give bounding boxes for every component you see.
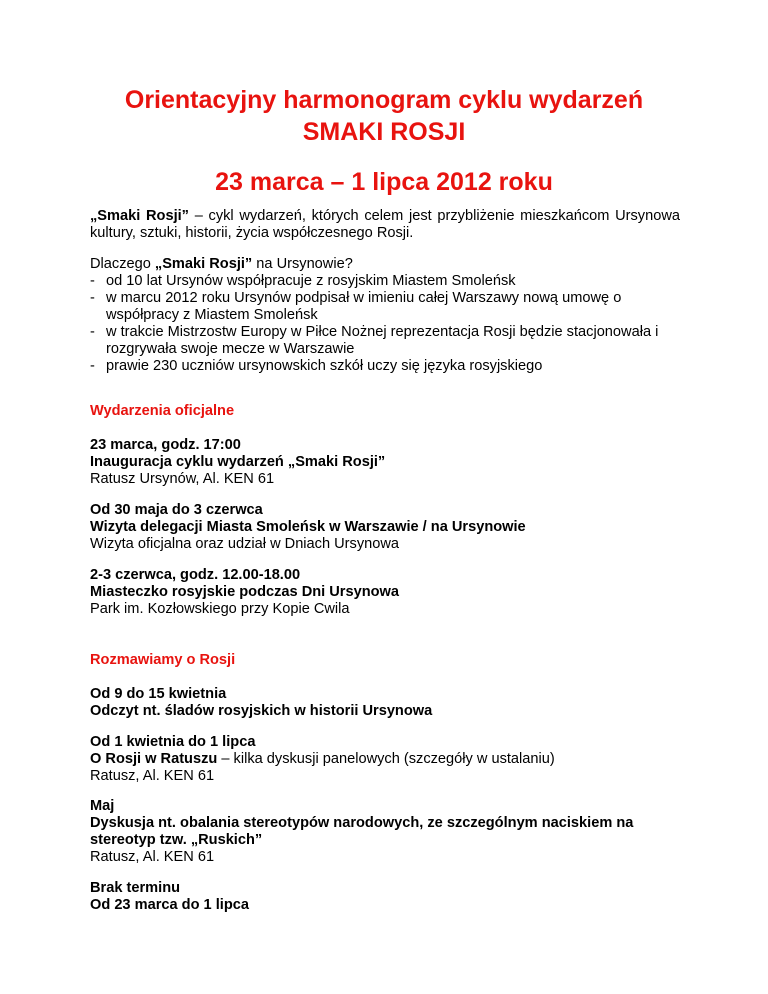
event-place: Park im. Kozłowskiego przy Kopie Cwila xyxy=(90,601,350,617)
event-date: Maj xyxy=(90,798,115,814)
event-title: Miasteczko rosyjskie podczas Dni Ursynowa xyxy=(90,584,400,600)
why-item: - w marcu 2012 roku Ursynów podpisał w imieniu całej Warszawy nową umowę o współpracy z Miastem Smoleńsk xyxy=(90,290,622,323)
intro-text: – cykl wydarzeń, których celem jest przybliżenie mieszkańcom Ursynowa kultury, sztuki, historii, życia współczesnego Rosji. xyxy=(90,208,680,241)
event-date: Od 30 maja do 3 czerwca xyxy=(90,502,263,518)
event-title: Dyskusja nt. obalania stereotypów narodowych, ze szczególnym naciskiem na stereotyp tzw. „Ruskich” xyxy=(90,815,634,848)
event-item xyxy=(90,734,680,785)
event-title: Od 23 marca do 1 lipca xyxy=(90,897,249,913)
event-place: Ratusz Ursynów, Al. KEN 61 xyxy=(90,471,275,487)
intro-bold: „Smaki Rosji” xyxy=(90,208,189,224)
event-title-rest: – kilka dyskusji panelowych (szczegóły w ustalaniu) xyxy=(217,751,555,767)
event-item xyxy=(90,437,680,488)
document-dates: 23 marca – 1 lipca 2012 roku xyxy=(215,168,553,196)
event-item xyxy=(90,502,680,553)
event-place: Ratusz, Al. KEN 61 xyxy=(90,849,215,865)
event-item xyxy=(90,686,680,720)
why-prefix: Dlaczego xyxy=(90,256,155,272)
event-title: O Rosji w Ratuszu xyxy=(90,751,218,767)
event-item xyxy=(90,798,680,866)
event-title: Inauguracja cyklu wydarzeń „Smaki Rosji” xyxy=(90,454,386,470)
why-item: - prawie 230 uczniów ursynowskich szkół uczy się języka rosyjskiego xyxy=(90,358,543,374)
event-date: 23 marca, godz. 17:00 xyxy=(90,437,241,453)
event-title-line xyxy=(90,751,680,768)
title-line-2: SMAKI ROSJI xyxy=(302,118,466,146)
event-title: Wizyta delegacji Miasta Smoleńsk w Warszawie / na Ursynowie xyxy=(90,519,526,535)
why-item: - w trakcie Mistrzostw Europy w Piłce Nożnej reprezentacja Rosji będzie stacjonowała i rozgrywała swoje mecze w Warszawie xyxy=(90,324,659,357)
event-title: Odczyt nt. śladów rosyjskich w historii Ursynowa xyxy=(90,703,433,719)
event-item xyxy=(90,567,680,618)
title-line-1: Orientacyjny harmonogram cyklu wydarzeń xyxy=(124,86,644,114)
event-place: Ratusz, Al. KEN 61 xyxy=(90,768,215,784)
why-item: - od 10 lat Ursynów współpracuje z rosyjskim Miastem Smoleńsk xyxy=(90,273,516,289)
section-heading-talks: Rozmawiamy o Rosji xyxy=(90,652,236,668)
section-heading-official: Wydarzenia oficjalne xyxy=(90,403,235,419)
event-date: Od 9 do 15 kwietnia xyxy=(90,686,227,702)
intro-paragraph xyxy=(90,208,680,242)
document-title xyxy=(60,84,708,148)
why-section xyxy=(90,256,680,375)
why-bold: „Smaki Rosji” xyxy=(154,256,253,272)
event-item xyxy=(90,880,680,914)
event-date: 2-3 czerwca, godz. 12.00-18.00 xyxy=(90,567,301,583)
why-suffix: na Ursynowie? xyxy=(252,256,353,272)
event-date: Od 1 kwietnia do 1 lipca xyxy=(90,734,256,750)
event-date: Brak terminu xyxy=(90,880,181,896)
why-heading xyxy=(90,256,680,273)
event-place: Wizyta oficjalna oraz udział w Dniach Ursynowa xyxy=(90,536,400,552)
